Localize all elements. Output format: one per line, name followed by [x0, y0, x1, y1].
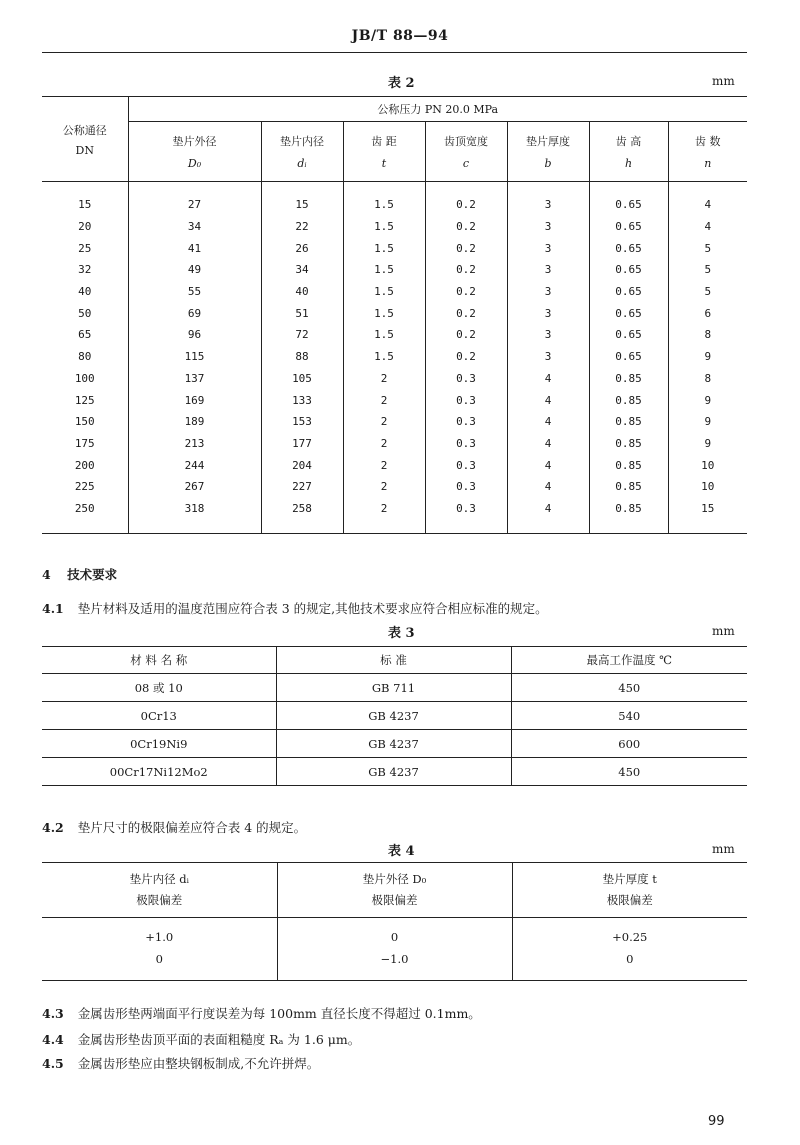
- value-cell: 0.2: [425, 182, 507, 216]
- table2-caption: 表 2: [388, 76, 415, 91]
- table-row: [42, 918, 747, 949]
- value-cell: 15: [261, 182, 343, 216]
- dn-cell: 200: [74, 458, 95, 472]
- paragraph-text: 垫片尺寸的极限偏差应符合表 4 的规定。: [77, 820, 307, 835]
- value-cell: 0.85: [589, 433, 668, 455]
- value-cell: 22: [261, 216, 343, 238]
- dn-cell: 65: [78, 328, 92, 342]
- value-cell: 227: [261, 476, 343, 498]
- table-row: [42, 324, 747, 346]
- value-cell: 4: [507, 498, 589, 534]
- dn-header-sym: DN: [75, 143, 94, 157]
- dn-cell: 150: [74, 415, 95, 429]
- col-header-label: 齿 数: [695, 135, 721, 148]
- col-header: [589, 122, 668, 182]
- value-cell: 0.3: [425, 476, 507, 498]
- value-cell: 10: [668, 454, 747, 476]
- paragraph-text: 金属齿形垫齿顶平面的表面粗糙度 Rₐ 为 1.6 μm。: [77, 1032, 361, 1047]
- material-cell: 08 或 10: [42, 674, 276, 702]
- deviation-cell: 0: [42, 948, 277, 981]
- header-line: 垫片内径 dᵢ: [129, 872, 189, 886]
- value-cell: 40: [261, 281, 343, 303]
- value-cell: 258: [261, 498, 343, 534]
- value-cell: 34: [128, 216, 261, 238]
- value-cell: 0.3: [425, 411, 507, 433]
- value-cell: 88: [261, 346, 343, 368]
- table-row: [42, 758, 747, 786]
- dn-cell: 80: [78, 350, 92, 364]
- header-line: 极限偏差: [371, 893, 418, 907]
- value-cell: 3: [507, 216, 589, 238]
- value-cell: 8: [668, 324, 747, 346]
- value-cell: 0.85: [589, 368, 668, 390]
- col-header-sym: dᵢ: [297, 157, 307, 170]
- table-row: [42, 259, 747, 281]
- value-cell: 213: [128, 433, 261, 455]
- value-cell: 4: [668, 216, 747, 238]
- value-cell: 4: [668, 182, 747, 216]
- value-cell: 2: [343, 498, 425, 534]
- table-row: [42, 433, 747, 455]
- dn-cell: 40: [78, 285, 92, 299]
- dn-cell: 15: [78, 198, 92, 212]
- value-cell: 8: [668, 368, 747, 390]
- table4-header: [277, 863, 512, 918]
- value-cell: 0.3: [425, 433, 507, 455]
- value-cell: 0.2: [425, 216, 507, 238]
- table-row: [42, 454, 747, 476]
- deviation-cell: +0.25: [512, 918, 747, 949]
- value-cell: 133: [261, 389, 343, 411]
- table4: [42, 862, 747, 981]
- dn-cell: 50: [78, 306, 92, 320]
- dn-header: [42, 97, 128, 182]
- paragraph-4-2: [42, 818, 306, 836]
- col-header: [668, 122, 747, 182]
- value-cell: 0.65: [589, 216, 668, 238]
- value-cell: 267: [128, 476, 261, 498]
- paragraph-number: 4.4: [42, 1032, 64, 1047]
- value-cell: 189: [128, 411, 261, 433]
- header-line: 极限偏差: [136, 893, 183, 907]
- value-cell: 1.5: [343, 182, 425, 216]
- dn-cell: 100: [74, 371, 95, 385]
- table-row: [42, 216, 747, 238]
- value-cell: 0.65: [589, 302, 668, 324]
- col-header: [507, 122, 589, 182]
- table4-header: [42, 863, 277, 918]
- value-cell: 137: [128, 368, 261, 390]
- table-row: [42, 498, 747, 534]
- col-header: [425, 122, 507, 182]
- table-row: [42, 674, 747, 702]
- value-cell: 204: [261, 454, 343, 476]
- table3-unit: mm: [712, 624, 735, 638]
- value-cell: 2: [343, 476, 425, 498]
- paragraph-text: 金属齿形垫应由整块钢板制成,不允许拼焊。: [77, 1056, 320, 1071]
- value-cell: 5: [668, 237, 747, 259]
- value-cell: 115: [128, 346, 261, 368]
- paragraph-number: 4.5: [42, 1056, 64, 1071]
- table3-header: 标 准: [276, 647, 511, 674]
- dn-cell: 32: [78, 263, 92, 277]
- section-number: 4: [42, 567, 51, 582]
- value-cell: 72: [261, 324, 343, 346]
- table-row: [42, 948, 747, 981]
- col-header: [128, 122, 261, 182]
- value-cell: 15: [668, 498, 747, 534]
- dn-header-label: 公称通径: [62, 123, 107, 137]
- table-row: [42, 730, 747, 758]
- col-header-label: 垫片外径: [172, 135, 217, 148]
- value-cell: 3: [507, 324, 589, 346]
- table4-unit: mm: [712, 842, 735, 856]
- value-cell: 2: [343, 433, 425, 455]
- paragraph-number: 4.3: [42, 1006, 64, 1021]
- header-line: 垫片厚度 t: [602, 872, 657, 886]
- temperature-cell: 450: [511, 758, 747, 786]
- value-cell: 153: [261, 411, 343, 433]
- col-header-label: 齿 高: [615, 135, 642, 148]
- value-cell: 0.2: [425, 302, 507, 324]
- value-cell: 3: [507, 346, 589, 368]
- header-rule: [42, 52, 747, 53]
- material-cell: 0Cr13: [42, 702, 276, 730]
- col-header-label: 垫片内径: [280, 135, 324, 148]
- value-cell: 3: [507, 182, 589, 216]
- temperature-cell: 450: [511, 674, 747, 702]
- value-cell: 169: [128, 389, 261, 411]
- value-cell: 3: [507, 237, 589, 259]
- value-cell: 0.65: [589, 281, 668, 303]
- table-row: [42, 411, 747, 433]
- section-title: 技术要求: [67, 567, 118, 582]
- value-cell: 244: [128, 454, 261, 476]
- dn-cell: 225: [74, 480, 95, 494]
- value-cell: 0.3: [425, 389, 507, 411]
- value-cell: 0.65: [589, 346, 668, 368]
- value-cell: 105: [261, 368, 343, 390]
- value-cell: 4: [507, 411, 589, 433]
- value-cell: 0.85: [589, 454, 668, 476]
- col-header-label: 垫片厚度: [526, 135, 570, 148]
- table-row: [42, 182, 747, 216]
- value-cell: 0.85: [589, 389, 668, 411]
- value-cell: 9: [668, 411, 747, 433]
- value-cell: 96: [128, 324, 261, 346]
- col-header-sym: b: [544, 157, 552, 170]
- value-cell: 1.5: [343, 281, 425, 303]
- table3-header: 最高工作温度 ℃: [511, 647, 747, 674]
- value-cell: 69: [128, 302, 261, 324]
- table3-header: 材 料 名 称: [42, 647, 276, 674]
- value-cell: 0.85: [589, 498, 668, 534]
- value-cell: 2: [343, 411, 425, 433]
- value-cell: 0.85: [589, 476, 668, 498]
- value-cell: 0.3: [425, 368, 507, 390]
- dn-cell: 125: [74, 393, 95, 407]
- value-cell: 10: [668, 476, 747, 498]
- deviation-cell: 0: [277, 918, 512, 949]
- value-cell: 1.5: [343, 324, 425, 346]
- dn-cell: 175: [74, 436, 95, 450]
- table2: [42, 96, 747, 534]
- paragraph-text: 垫片材料及适用的温度范围应符合表 3 的规定,其他技术要求应符合相应标准的规定。: [77, 601, 548, 616]
- value-cell: 5: [668, 281, 747, 303]
- value-cell: 3: [507, 281, 589, 303]
- header-line: 垫片外径 D₀: [362, 872, 427, 886]
- material-cell: 00Cr17Ni12Mo2: [42, 758, 276, 786]
- dn-cell: 25: [78, 241, 92, 255]
- col-header: [261, 122, 343, 182]
- value-cell: 3: [507, 259, 589, 281]
- value-cell: 0.65: [589, 237, 668, 259]
- value-cell: 0.65: [589, 182, 668, 216]
- header-line: 极限偏差: [606, 893, 653, 907]
- value-cell: 4: [507, 368, 589, 390]
- col-header-sym: n: [704, 157, 712, 170]
- value-cell: 0.65: [589, 259, 668, 281]
- value-cell: 9: [668, 346, 747, 368]
- table-row: [42, 368, 747, 390]
- table-row: [42, 346, 747, 368]
- col-header-sym: t: [381, 157, 387, 170]
- value-cell: 51: [261, 302, 343, 324]
- value-cell: 6: [668, 302, 747, 324]
- col-header-label: 齿顶宽度: [444, 135, 488, 148]
- value-cell: 9: [668, 433, 747, 455]
- value-cell: 0.2: [425, 237, 507, 259]
- value-cell: 41: [128, 237, 261, 259]
- paragraph-number: 4.1: [42, 601, 64, 616]
- value-cell: 3: [507, 302, 589, 324]
- value-cell: 0.2: [425, 324, 507, 346]
- value-cell: 4: [507, 476, 589, 498]
- standard-cell: GB 4237: [276, 758, 511, 786]
- standard-cell: GB 4237: [276, 730, 511, 758]
- value-cell: 0.85: [589, 411, 668, 433]
- value-cell: 318: [128, 498, 261, 534]
- table-row: [42, 476, 747, 498]
- value-cell: 5: [668, 259, 747, 281]
- deviation-cell: 0: [512, 948, 747, 981]
- document-code: JB/T 88—94: [351, 28, 449, 44]
- paragraph-number: 4.2: [42, 820, 64, 835]
- material-cell: 0Cr19Ni9: [42, 730, 276, 758]
- value-cell: 2: [343, 454, 425, 476]
- value-cell: 1.5: [343, 216, 425, 238]
- value-cell: 4: [507, 454, 589, 476]
- value-cell: 27: [128, 182, 261, 216]
- col-header-sym: D₀: [187, 157, 202, 170]
- value-cell: 0.3: [425, 498, 507, 534]
- paragraph-4-4: [42, 1030, 360, 1048]
- value-cell: 49: [128, 259, 261, 281]
- value-cell: 0.65: [589, 324, 668, 346]
- table3-caption: 表 3: [388, 626, 415, 641]
- value-cell: 2: [343, 389, 425, 411]
- table3: [42, 646, 747, 786]
- paragraph-4-5: [42, 1054, 319, 1072]
- value-cell: 1.5: [343, 346, 425, 368]
- value-cell: 0.2: [425, 281, 507, 303]
- temperature-cell: 540: [511, 702, 747, 730]
- page-number: 99: [708, 1114, 725, 1129]
- paragraph-4-3: [42, 1004, 481, 1022]
- value-cell: 34: [261, 259, 343, 281]
- paragraph-4-1: [42, 599, 548, 617]
- col-header-sym: h: [624, 157, 633, 170]
- table-row: [42, 281, 747, 303]
- standard-cell: GB 4237: [276, 702, 511, 730]
- pressure-header: 公称压力 PN 20.0 MPa: [128, 97, 747, 122]
- value-cell: 1.5: [343, 237, 425, 259]
- value-cell: 9: [668, 389, 747, 411]
- standard-cell: GB 711: [276, 674, 511, 702]
- dn-cell: 20: [78, 220, 92, 234]
- dn-cell: 250: [42, 498, 128, 534]
- table4-caption: 表 4: [388, 844, 415, 859]
- value-cell: 0.2: [425, 346, 507, 368]
- value-cell: 177: [261, 433, 343, 455]
- col-header-label: 齿 距: [371, 135, 397, 148]
- table-row: [42, 302, 747, 324]
- value-cell: 4: [507, 389, 589, 411]
- deviation-cell: +1.0: [145, 930, 174, 944]
- table4-header: [512, 863, 747, 918]
- table-row: [42, 237, 747, 259]
- value-cell: 55: [128, 281, 261, 303]
- value-cell: 26: [261, 237, 343, 259]
- value-cell: 1.5: [343, 302, 425, 324]
- table2-unit: mm: [712, 74, 735, 88]
- col-header-sym: c: [462, 157, 470, 170]
- value-cell: 1.5: [343, 259, 425, 281]
- section4-heading: [42, 565, 117, 583]
- value-cell: 2: [343, 368, 425, 390]
- deviation-cell: −1.0: [277, 948, 512, 981]
- value-cell: 0.3: [425, 454, 507, 476]
- value-cell: 0.2: [425, 259, 507, 281]
- table-row: [42, 702, 747, 730]
- table2-body: [42, 182, 747, 534]
- table-row: [42, 389, 747, 411]
- value-cell: 4: [507, 433, 589, 455]
- temperature-cell: 600: [511, 730, 747, 758]
- paragraph-text: 金属齿形垫两端面平行度误差为每 100mm 直径长度不得超过 0.1mm。: [77, 1006, 481, 1021]
- col-header: [343, 122, 425, 182]
